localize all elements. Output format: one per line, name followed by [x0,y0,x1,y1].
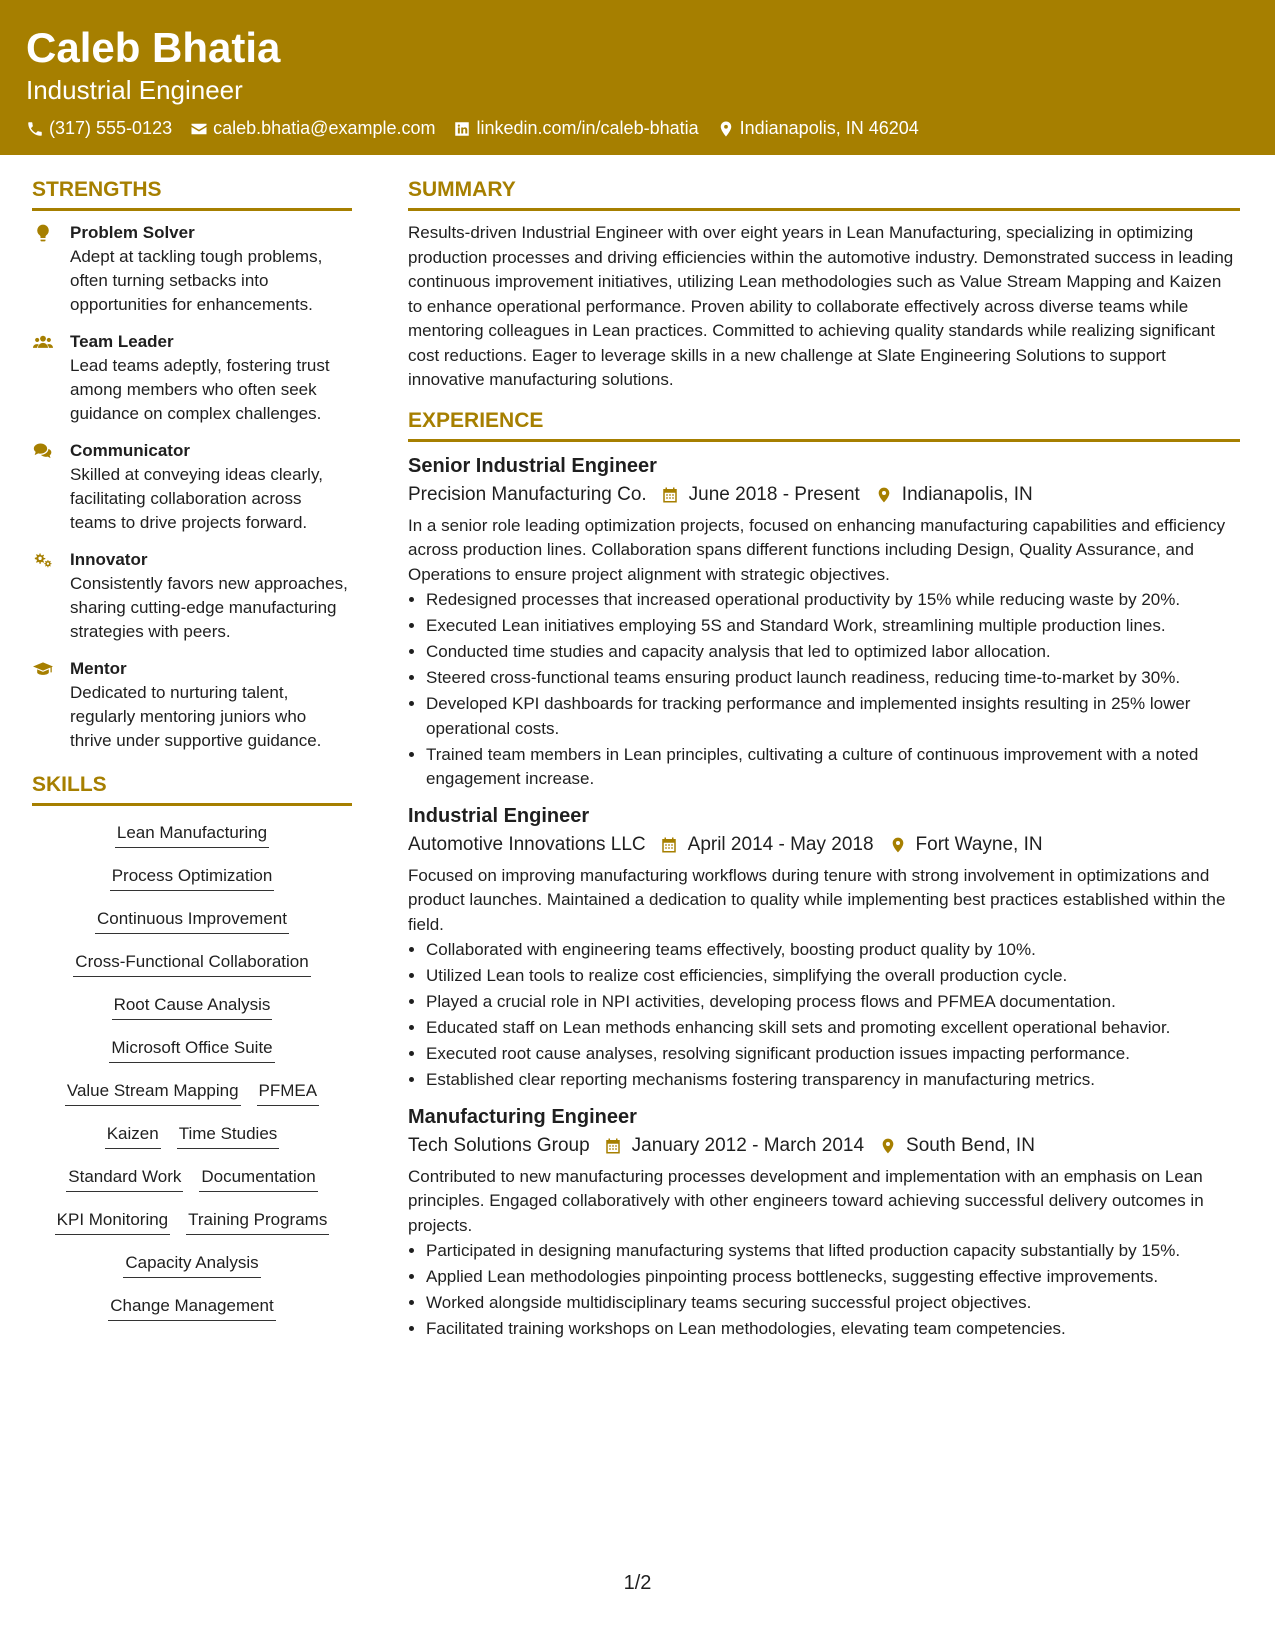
strength-title: Communicator [70,441,190,460]
strengths-heading: STRENGTHS [32,176,352,211]
strengths-section [32,176,352,753]
bullet-item: • Played a crucial role in NPI activities, developing process flows and PFMEA documentation. [426,990,1240,1015]
strength-desc: Lead teams adeptly, fostering trust among members who often seek guidance on complex challenges. [70,356,330,423]
calendar-icon [661,486,679,504]
job-description: Contributed to new manufacturing processes development and implementation with an emphasis on Lean principles. Engaged collaboratively with other engineers toward achieving successful delivery outcomes in projects. [408,1166,1204,1235]
job-entry [408,802,1240,1093]
location-text: Indianapolis, IN 46204 [739,118,919,138]
job-location: Indianapolis, IN [901,483,1033,505]
skill-row [32,1123,352,1149]
skill-row [32,908,352,934]
strength-desc: Skilled at conveying ideas clearly, facilitating collaboration across teams to drive projects forward. [70,465,323,532]
skill-tag: Change Management [108,1295,276,1321]
skill-tag: Capacity Analysis [123,1252,260,1278]
resume-header [0,0,1275,155]
contact-phone[interactable] [26,118,172,139]
phone-icon [26,120,44,138]
bullet-item: • Executed root cause analyses, resolving significant production issues impacting performance. [426,1042,1240,1067]
skill-tag: PFMEA [257,1080,320,1106]
strength-title: Team Leader [70,332,174,351]
bullet-item: • Trained team members in Lean principles, cultivating a culture of continuous improvement with a noted engagement increase. [426,743,1240,792]
skill-row [32,951,352,977]
strength-title: Problem Solver [70,223,195,242]
candidate-name: Caleb Bhatia [26,24,281,71]
job-meta [408,480,1240,510]
linkedin-icon [453,120,471,138]
email-text: caleb.bhatia@example.com [213,118,436,138]
job-bullets [408,938,1240,1093]
strength-desc: Consistently favors new approaches, sharing cutting-edge manufacturing strategies with peers. [70,574,348,641]
skill-tag: Documentation [199,1166,317,1192]
job-dates: April 2014 - May 2018 [687,833,874,855]
skills-section [32,771,352,1321]
bullet-item: • Facilitated training workshops on Lean methodologies, elevating team competencies. [426,1317,1240,1342]
page-number: 1/2 [623,1572,652,1594]
envelope-icon [190,120,208,138]
strength-item [32,657,352,753]
map-marker-icon [717,120,735,138]
job-title: Senior Industrial Engineer [408,454,657,477]
job-dates: January 2012 - March 2014 [631,1134,865,1156]
skill-row [32,1166,352,1192]
candidate-title: Industrial Engineer [26,75,243,105]
bullet-item: • Participated in designing manufacturing systems that lifted production capacity substantially by 15%. [426,1239,1240,1264]
job-entry [408,1103,1240,1342]
skill-tag: Microsoft Office Suite [109,1037,274,1063]
comments-icon [32,441,54,461]
skill-tag: KPI Monitoring [55,1209,171,1235]
cogs-icon [32,550,54,570]
strength-item [32,330,352,426]
phone-text: (317) 555-0123 [49,118,173,138]
contact-bar [26,118,1249,139]
job-location: South Bend, IN [906,1134,1035,1156]
bullet-item: • Steered cross-functional teams ensuring product launch readiness, reducing time-to-market by 30%. [426,666,1240,691]
job-description: Focused on improving manufacturing workflows during tenure with strong involvement in optimizations and product launches. Maintained a dedication to quality while implementing best practices established within the field. [408,865,1226,934]
job-company: Automotive Innovations LLC [408,833,646,855]
skill-row [32,865,352,891]
strength-item [32,439,352,535]
experience-section [408,407,1240,1342]
job-entry [408,452,1240,792]
skill-tag: Continuous Improvement [95,908,289,934]
skills-list [32,822,352,1321]
job-company: Tech Solutions Group [408,1134,590,1156]
skill-row [32,994,352,1020]
job-title: Manufacturing Engineer [408,1105,637,1128]
job-meta [408,1131,1240,1161]
job-meta [408,830,1240,860]
strength-title: Mentor [70,659,127,678]
skill-row [32,1037,352,1063]
bullet-item: • Utilized Lean tools to realize cost efficiencies, simplifying the overall production cycle. [426,964,1240,989]
bullet-item: • Developed KPI dashboards for tracking performance and implemented insights resulting in 25% lower operational costs. [426,692,1240,741]
skill-tag: Standard Work [66,1166,183,1192]
skill-tag: Training Programs [186,1209,329,1235]
bullet-item: • Applied Lean methodologies pinpointing process bottlenecks, suggesting effective improvements. [426,1265,1240,1290]
bullet-item: • Redesigned processes that increased operational productivity by 15% while reducing waste by 20%. [426,588,1240,613]
lightbulb-icon [32,223,54,243]
strength-item [32,221,352,317]
skill-tag: Value Stream Mapping [65,1080,241,1106]
right-column [408,176,1240,1352]
summary-heading: SUMMARY [408,176,1240,211]
bullet-item: • Educated staff on Lean methods enhancing skill sets and promoting excellent operational behavior. [426,1016,1240,1041]
job-bullets [408,588,1240,792]
skill-tag: Process Optimization [110,865,275,891]
bullet-item: • Established clear reporting mechanisms fostering transparency in manufacturing metrics. [426,1068,1240,1093]
skill-tag: Lean Manufacturing [115,822,269,848]
bullet-item: • Worked alongside multidisciplinary teams securing successful project objectives. [426,1291,1240,1316]
skill-tag: Root Cause Analysis [112,994,273,1020]
skill-tag: Time Studies [177,1123,280,1149]
summary-text: Results-driven Industrial Engineer with over eight years in Lean Manufacturing, specializing in optimizing production processes and driving efficiencies within the automotive industry. Demonstrated success in leading continuous improvement initiatives, utilizing Lean methodologies such as Value Stream Mapping and Kaizen to enhance operational performance. Proven ability to collaborate effectively across diverse teams while mentoring colleagues in Lean practices. Committed to achieving quality standards while realizing significant cost reductions. Eager to leverage skills in a new challenge at Slate Engineering Solutions to support innovative manufacturing solutions. [408,223,1234,389]
job-company: Precision Manufacturing Co. [408,483,647,505]
strength-item [32,548,352,644]
map-marker-icon [876,486,892,504]
skill-row [32,1080,352,1106]
bullet-item: • Executed Lean initiatives employing 5S and Standard Work, streamlining multiple production lines. [426,614,1240,639]
left-column [32,176,352,1338]
strength-desc: Adept at tackling tough problems, often turning setbacks into opportunities for enhancements. [70,247,323,314]
linkedin-text: linkedin.com/in/caleb-bhatia [476,118,699,138]
strength-desc: Dedicated to nurturing talent, regularly mentoring juniors who thrive under supportive guidance. [70,683,322,750]
summary-section [408,176,1240,393]
experience-heading: EXPERIENCE [408,407,1240,442]
strength-title: Innovator [70,550,148,569]
skill-row [32,1295,352,1321]
job-dates: June 2018 - Present [688,483,860,505]
skill-tag: Cross-Functional Collaboration [73,951,310,977]
users-icon [32,332,54,352]
contact-location [717,118,919,139]
job-bullets [408,1239,1240,1342]
job-location: Fort Wayne, IN [915,833,1043,855]
bullet-item: • Collaborated with engineering teams effectively, boosting product quality by 10%. [426,938,1240,963]
skill-row [32,1209,352,1235]
calendar-icon [604,1137,622,1155]
skills-heading: SKILLS [32,771,352,806]
calendar-icon [660,836,678,854]
skill-row [32,1252,352,1278]
contact-linkedin[interactable] [453,118,698,139]
bullet-item: • Conducted time studies and capacity analysis that led to optimized labor allocation. [426,640,1240,665]
skill-tag: Kaizen [105,1123,161,1149]
contact-email[interactable] [190,118,435,139]
graduation-cap-icon [32,659,54,679]
job-description: In a senior role leading optimization projects, focused on enhancing manufacturing capabilities and efficiency across production lines. Collaboration spans different functions including Design, Quality Assurance, and Operations to ensure project alignment with strategic objectives. [408,515,1226,584]
map-marker-icon [890,836,906,854]
job-title: Industrial Engineer [408,804,590,827]
skill-row [32,822,352,848]
map-marker-icon [880,1137,896,1155]
